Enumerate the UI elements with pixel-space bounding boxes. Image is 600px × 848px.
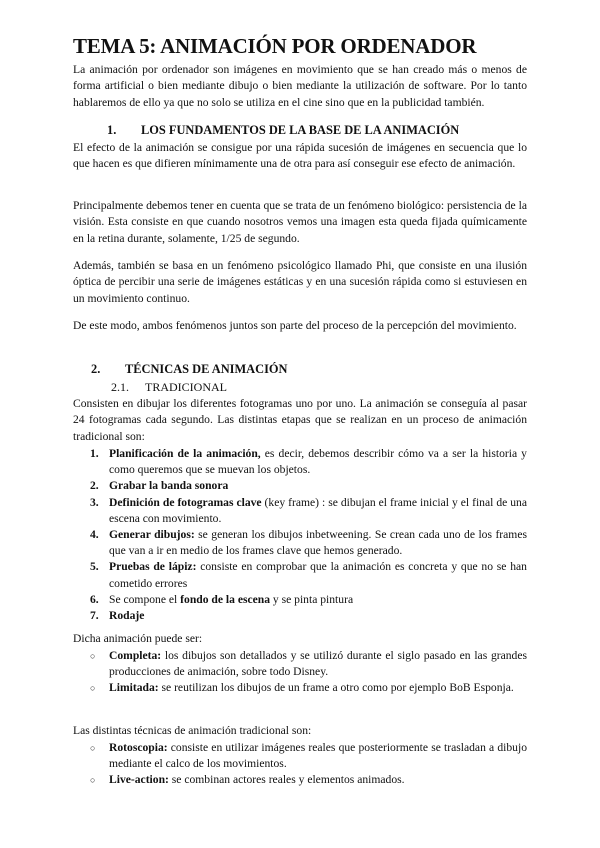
item-number: 4. bbox=[90, 528, 99, 542]
list-item bbox=[73, 740, 527, 772]
item-number: 3. bbox=[90, 495, 99, 509]
item-bold: Completa: bbox=[109, 649, 162, 662]
paragraph: Las distintas técnicas de animación tradicional son: bbox=[73, 724, 312, 737]
paragraph: Además, también se basa en un fenómeno psicológico llamado Phi, que consiste en una ilusión óptica de percibir una serie de imágenes estáticas y en una sucesión rápida como si estuviesen en un movimiento continuo. bbox=[73, 259, 527, 305]
item-bold: Planificación de la animación, bbox=[109, 447, 261, 460]
item-number: 6. bbox=[90, 592, 99, 606]
paragraph: Dicha animación puede ser: bbox=[73, 632, 203, 645]
subsection-title: TRADICIONAL bbox=[145, 380, 227, 394]
item-bold: Limitada: bbox=[109, 681, 159, 695]
list-item bbox=[73, 446, 527, 478]
item-number: 2. bbox=[90, 479, 99, 493]
list-item bbox=[73, 559, 527, 591]
circle-bullet-icon: ○ bbox=[90, 743, 96, 753]
techniques-list bbox=[73, 740, 527, 789]
list-item bbox=[73, 592, 527, 608]
circle-bullet-icon: ○ bbox=[90, 775, 96, 786]
item-text: (key frame) : se dibujan el frame inicial y el final de una escena con movimiento. bbox=[109, 495, 527, 525]
item-number: 5. bbox=[90, 560, 99, 574]
section-2-heading bbox=[91, 362, 287, 377]
item-bold: Live-action: bbox=[109, 773, 169, 787]
item-bold: Generar dibujos: bbox=[109, 528, 195, 542]
item-text: Se compone el bbox=[109, 592, 181, 606]
item-bold: Rodaje bbox=[109, 609, 145, 623]
item-text: los dibujos son detallados y se utilizó durante el siglo pasado en las grandes producciones de animación, sobre todo Disney. bbox=[109, 649, 527, 679]
item-text: y se pinta pintura bbox=[270, 592, 354, 606]
item-text: consiste en utilizar imágenes reales que posteriormente se trasladan a dibujo mediante el calco de los movimientos. bbox=[109, 741, 527, 771]
section-1-title: LOS FUNDAMENTOS DE LA BASE DE LA ANIMACIÓN bbox=[141, 123, 460, 137]
subsection-number: 2.1. bbox=[111, 380, 129, 394]
subsection-heading bbox=[111, 380, 227, 395]
item-text: se reutilizan los dibujos de un frame a otro como por ejemplo BoB Esponja. bbox=[158, 681, 514, 695]
paragraph: El efecto de la animación se consigue por una rápida sucesión de imágenes en secuencia que lo que hacen es que difieren mínimamente una de otra para así conseguir ese efecto de animación. bbox=[73, 141, 527, 171]
page-title: TEMA 5: ANIMACIÓN POR ORDENADOR bbox=[73, 34, 477, 58]
item-bold: Rotoscopia: bbox=[109, 741, 168, 754]
list-item bbox=[73, 495, 527, 527]
item-number: 1. bbox=[90, 447, 99, 460]
list-item bbox=[73, 680, 527, 696]
circle-bullet-icon: ○ bbox=[90, 683, 96, 694]
list-item bbox=[73, 772, 527, 788]
list-item bbox=[73, 527, 527, 559]
section-2-number: 2. bbox=[91, 362, 101, 376]
animation-types-list bbox=[73, 648, 527, 697]
item-bold: Definición de fotogramas clave bbox=[109, 495, 262, 509]
item-text: se combinan actores reales y elementos animados. bbox=[168, 773, 405, 787]
item-number: 7. bbox=[90, 609, 99, 623]
item-text: se generan los dibujos inbetweening. Se crean cada uno de los frames que van a ir en medio de los frames clave que hemos generado. bbox=[109, 528, 527, 558]
paragraph: Consisten en dibujar los diferentes fotogramas uno por uno. La animación se conseguía al pasar 24 fotogramas cada segundo. Las distintas etapas que se realizan en un proceso de animación tradicional son: bbox=[73, 397, 527, 443]
item-text: es decir, debemos describir cómo va a ser la historia y como queremos que se muevan los objetos. bbox=[109, 447, 527, 477]
list-item bbox=[73, 648, 527, 680]
animation-steps-list bbox=[73, 446, 527, 624]
circle-bullet-icon: ○ bbox=[90, 651, 96, 661]
section-1-heading bbox=[107, 123, 459, 138]
paragraph: De este modo, ambos fenómenos juntos son parte del proceso de la percepción del movimiento. bbox=[73, 319, 517, 332]
section-1-number: 1. bbox=[107, 123, 117, 137]
item-text: consiste en comprobar que la animación es concreta y que no se han cometido errores bbox=[109, 560, 527, 590]
intro-paragraph: La animación por ordenador son imágenes en movimiento que se han creado más o menos de forma artificial o bien mediante dibujo o bien mediante la utilización de software. Por lo tanto hablaremos de ello ya que no solo se utiliza en el cine sino que en la publicidad también. bbox=[73, 63, 527, 109]
paragraph: Principalmente debemos tener en cuenta que se trata de un fenómeno biológico: persistencia de la visión. Esta consiste en que cuando nosotros vemos una imagen esta queda fijada químicamente en la retina durante, solamente, 1/25 de segundo. bbox=[73, 199, 527, 245]
list-item bbox=[73, 608, 527, 624]
item-bold: Grabar la banda sonora bbox=[109, 479, 229, 493]
item-bold: fondo de la escena bbox=[180, 592, 271, 606]
item-bold: Pruebas de lápiz: bbox=[109, 560, 197, 574]
section-2-title: TÉCNICAS DE ANIMACIÓN bbox=[125, 362, 288, 376]
list-item bbox=[73, 478, 527, 494]
